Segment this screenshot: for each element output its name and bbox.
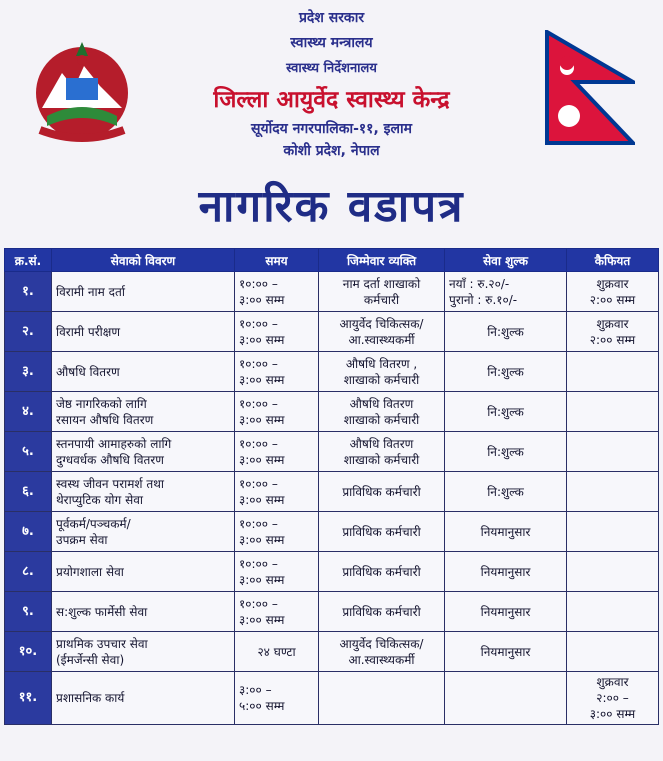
center-name: जिल्ला आयुर्वेद स्वास्थ्य केन्द्र xyxy=(213,87,450,113)
row-person: प्राविधिक कर्मचारी xyxy=(319,512,445,552)
row-service: स्वस्थ जीवन परामर्श तथा थेराप्युटिक योग सेवा xyxy=(52,472,235,512)
row-time: २४ घण्टा xyxy=(235,632,319,672)
row-time: १०:०० – ३:०० सम्म xyxy=(235,352,319,392)
row-service: विरामी परीक्षण xyxy=(52,312,235,352)
row-fee: नियमानुसार xyxy=(445,552,567,592)
table-row xyxy=(5,312,659,352)
row-time: १०:०० – ३:०० सम्म xyxy=(235,272,319,312)
row-serial: ३. xyxy=(5,352,52,392)
row-person: प्राविधिक कर्मचारी xyxy=(319,552,445,592)
header-person: जिम्मेवार व्यक्ति xyxy=(319,249,445,272)
row-time: १०:०० – ३:०० सम्म xyxy=(235,392,319,432)
province-address: कोशी प्रदेश, नेपाल xyxy=(283,143,380,159)
row-person: प्राविधिक कर्मचारी xyxy=(319,472,445,512)
table-row xyxy=(5,512,659,552)
row-time: १०:०० – ३:०० सम्म xyxy=(235,552,319,592)
table-row xyxy=(5,392,659,432)
row-fee: नि:शुल्क xyxy=(445,352,567,392)
row-serial: ७. xyxy=(5,512,52,552)
table-row xyxy=(5,672,659,725)
row-person: औषधि वितरण शाखाको कर्मचारी xyxy=(319,432,445,472)
row-remarks xyxy=(567,392,659,432)
row-serial: ६. xyxy=(5,472,52,512)
row-remarks xyxy=(567,352,659,392)
header-fee: सेवा शुल्क xyxy=(445,249,567,272)
row-fee: नियमानुसार xyxy=(445,632,567,672)
province-government: प्रदेश सरकार xyxy=(298,10,365,26)
row-service: प्रयोगशाला सेवा xyxy=(52,552,235,592)
row-serial: ९. xyxy=(5,592,52,632)
municipality-address: सूर्योदय नगरपालिका-११, इलाम xyxy=(250,121,413,137)
table-row xyxy=(5,432,659,472)
row-remarks xyxy=(567,512,659,552)
row-serial: ४. xyxy=(5,392,52,432)
row-service: प्रशासनिक कार्य xyxy=(52,672,235,725)
row-remarks: शुक्रवार २:०० सम्म xyxy=(567,272,659,312)
row-serial: ११. xyxy=(5,672,52,725)
row-service: स्तनपायी आमाहरुको लागि दुग्धवर्धक औषधि वितरण xyxy=(52,432,235,472)
row-fee: नियमानुसार xyxy=(445,592,567,632)
row-time: ३:०० – ५:०० सम्म xyxy=(235,672,319,725)
table-row xyxy=(5,472,659,512)
table-row xyxy=(5,272,659,312)
row-time: १०:०० – ३:०० सम्म xyxy=(235,512,319,552)
table-row xyxy=(5,352,659,392)
row-person: औषधि वितरण शाखाको कर्मचारी xyxy=(319,392,445,432)
row-remarks xyxy=(567,432,659,472)
row-serial: १०. xyxy=(5,632,52,672)
row-serial: ८. xyxy=(5,552,52,592)
table-header-row xyxy=(5,249,659,272)
row-serial: १. xyxy=(5,272,52,312)
row-service: पूर्वकर्म/पञ्चकर्म/ उपक्रम सेवा xyxy=(52,512,235,552)
row-service: स:शुल्क फार्मेसी सेवा xyxy=(52,592,235,632)
citizen-charter-table xyxy=(4,248,659,725)
row-person: आयुर्वेद चिकित्सक/ आ.स्वास्थ्यकर्मी xyxy=(319,632,445,672)
row-service: जेष्ठ नागरिकको लागि रसायन औषधि वितरण xyxy=(52,392,235,432)
row-remarks: शुक्रवार २:०० सम्म xyxy=(567,312,659,352)
row-time: १०:०० – ३:०० सम्म xyxy=(235,312,319,352)
header-time: समय xyxy=(235,249,319,272)
header-remarks: कैफियत xyxy=(567,249,659,272)
table-row xyxy=(5,632,659,672)
row-remarks: शुक्रवार २:०० – ३:०० सम्म xyxy=(567,672,659,725)
row-time: १०:०० – ३:०० सम्म xyxy=(235,432,319,472)
row-time: १०:०० – ३:०० सम्म xyxy=(235,472,319,512)
row-serial: २. xyxy=(5,312,52,352)
row-fee: नि:शुल्क xyxy=(445,312,567,352)
header xyxy=(0,0,663,245)
table-row xyxy=(5,592,659,632)
header-service: सेवाको विवरण xyxy=(52,249,235,272)
row-fee xyxy=(445,672,567,725)
row-person: औषधि वितरण , शाखाको कर्मचारी xyxy=(319,352,445,392)
ministry-name: स्वास्थ्य मन्त्रालय xyxy=(290,35,373,51)
row-fee: नयाँ : रु.२०/- पुरानो : रु.१०/- xyxy=(445,272,567,312)
row-person: नाम दर्ता शाखाको कर्मचारी xyxy=(319,272,445,312)
row-remarks xyxy=(567,632,659,672)
row-serial: ५. xyxy=(5,432,52,472)
header-serial: क्र.सं. xyxy=(5,249,52,272)
row-person: आयुर्वेद चिकित्सक/ आ.स्वास्थ्यकर्मी xyxy=(319,312,445,352)
row-service: विरामी नाम दर्ता xyxy=(52,272,235,312)
row-person: प्राविधिक कर्मचारी xyxy=(319,592,445,632)
row-time: १०:०० – ३:०० सम्म xyxy=(235,592,319,632)
row-fee: नि:शुल्क xyxy=(445,392,567,432)
table-row xyxy=(5,552,659,592)
directorate-name: स्वास्थ्य निर्देशनालय xyxy=(286,61,377,76)
page-title: नागरिक वडापत्र xyxy=(198,181,465,232)
row-fee: नियमानुसार xyxy=(445,512,567,552)
row-remarks xyxy=(567,552,659,592)
row-remarks xyxy=(567,472,659,512)
row-person xyxy=(319,672,445,725)
row-remarks xyxy=(567,592,659,632)
row-fee: नि:शुल्क xyxy=(445,432,567,472)
row-service: औषधि वितरण xyxy=(52,352,235,392)
row-service: प्राथमिक उपचार सेवा (ईमर्जेन्सी सेवा) xyxy=(52,632,235,672)
row-fee: नि:शुल्क xyxy=(445,472,567,512)
